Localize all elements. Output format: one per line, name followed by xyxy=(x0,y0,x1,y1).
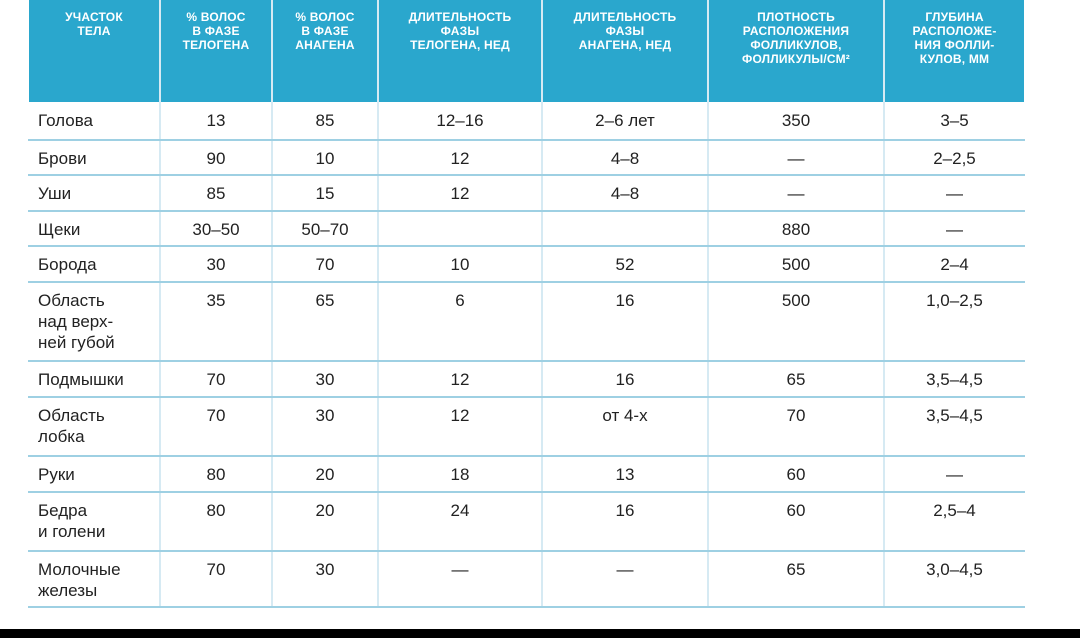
cell-anagen-duration: 4–8 xyxy=(610,149,640,168)
row-divider xyxy=(28,360,1025,362)
cell-anagen-percent: 20 xyxy=(315,501,335,520)
cell-telogen-percent: 30–50 xyxy=(192,220,240,239)
row-divider xyxy=(28,210,1025,212)
cell-body-area: Подмышки xyxy=(38,370,124,389)
cell-telogen-percent: 35 xyxy=(206,291,226,310)
cell-telogen-duration: 12 xyxy=(450,184,470,203)
cell-anagen-percent: 30 xyxy=(315,560,335,579)
cell-body-area: Бедра и голени xyxy=(38,501,106,541)
cell-follicle-density: 350 xyxy=(781,111,811,130)
cell-anagen-percent: 30 xyxy=(315,370,335,389)
cell-anagen-duration: от 4-х xyxy=(602,406,648,425)
cell-anagen-duration: 4–8 xyxy=(610,184,640,203)
cell-anagen-duration: — xyxy=(616,560,634,579)
cell-telogen-percent: 70 xyxy=(206,560,226,579)
header-follicle-depth: ГЛУБИНА РАСПОЛОЖЕ- НИЯ ФОЛЛИ- КУЛОВ, ММ xyxy=(885,0,1024,102)
cell-anagen-duration: 52 xyxy=(615,255,635,274)
header-telogen-duration: ДЛИТЕЛЬНОСТЬ ФАЗЫ ТЕЛОГЕНА, НЕД xyxy=(379,0,541,102)
cell-body-area: Область лобка xyxy=(38,406,105,446)
cell-anagen-percent: 70 xyxy=(315,255,335,274)
cell-telogen-duration: 12–16 xyxy=(436,111,484,130)
cell-body-area: Уши xyxy=(38,184,72,203)
cell-follicle-depth: 2–4 xyxy=(940,255,969,274)
cell-follicle-density: — xyxy=(787,149,805,168)
cell-body-area: Область над верх- ней губой xyxy=(38,291,115,352)
header-anagen-percent: % ВОЛОС В ФАЗЕ АНАГЕНА xyxy=(273,0,377,102)
cell-body-area: Щеки xyxy=(38,220,81,239)
cell-telogen-duration: 24 xyxy=(450,501,470,520)
cell-telogen-duration: 18 xyxy=(450,465,470,484)
cell-anagen-percent: 15 xyxy=(315,184,335,203)
cell-follicle-density: 500 xyxy=(781,291,811,310)
cell-follicle-depth: 2,5–4 xyxy=(933,501,976,520)
row-divider xyxy=(28,174,1025,176)
row-divider xyxy=(28,606,1025,608)
cell-anagen-duration: 2–6 лет xyxy=(595,111,655,130)
row-divider xyxy=(28,491,1025,493)
header-follicle-density: ПЛОТНОСТЬ РАСПОЛОЖЕНИЯ ФОЛЛИКУЛОВ, ФОЛЛИКУЛЫ/СМ² xyxy=(709,0,883,102)
cell-telogen-percent: 13 xyxy=(206,111,226,130)
cell-anagen-percent: 65 xyxy=(315,291,335,310)
cell-follicle-depth: 3,5–4,5 xyxy=(926,370,983,389)
cell-follicle-density: 60 xyxy=(786,501,806,520)
cell-follicle-depth: — xyxy=(946,465,963,484)
cell-body-area: Брови xyxy=(38,149,87,168)
cell-telogen-duration: 12 xyxy=(450,370,470,389)
row-divider xyxy=(28,455,1025,457)
cell-follicle-density: 65 xyxy=(786,370,806,389)
cell-follicle-depth: 3,5–4,5 xyxy=(926,406,983,425)
cell-anagen-duration: 16 xyxy=(615,291,635,310)
cell-body-area: Руки xyxy=(38,465,75,484)
cell-telogen-duration: 6 xyxy=(455,291,465,310)
cell-follicle-density: 65 xyxy=(786,560,806,579)
cell-follicle-density: 880 xyxy=(781,220,811,239)
cell-anagen-percent: 10 xyxy=(315,149,335,168)
cell-follicle-density: — xyxy=(787,184,805,203)
bottom-bar xyxy=(0,629,1080,638)
cell-telogen-duration: 12 xyxy=(450,406,470,425)
cell-body-area: Борода xyxy=(38,255,97,274)
cell-telogen-percent: 85 xyxy=(206,184,226,203)
cell-telogen-duration: 10 xyxy=(450,255,470,274)
row-divider xyxy=(28,139,1025,141)
cell-anagen-percent: 85 xyxy=(315,111,335,130)
header-telogen-percent: % ВОЛОС В ФАЗЕ ТЕЛОГЕНА xyxy=(161,0,271,102)
page-margin xyxy=(1025,0,1080,629)
cell-anagen-percent: 50–70 xyxy=(301,220,349,239)
row-divider xyxy=(28,396,1025,398)
cell-telogen-percent: 80 xyxy=(206,501,226,520)
cell-body-area: Голова xyxy=(38,111,94,130)
cell-anagen-duration: 16 xyxy=(615,501,635,520)
cell-telogen-percent: 30 xyxy=(206,255,226,274)
header-anagen-duration: ДЛИТЕЛЬНОСТЬ ФАЗЫ АНАГЕНА, НЕД xyxy=(543,0,707,102)
header-body-area: УЧАСТОК ТЕЛА xyxy=(29,0,159,102)
cell-follicle-density: 70 xyxy=(786,406,806,425)
cell-telogen-percent: 80 xyxy=(206,465,226,484)
row-divider xyxy=(28,245,1025,247)
cell-follicle-depth: 2–2,5 xyxy=(933,149,976,168)
cell-anagen-percent: 30 xyxy=(315,406,335,425)
cell-anagen-percent: 20 xyxy=(315,465,335,484)
cell-body-area: Молочные железы xyxy=(38,560,121,600)
cell-follicle-depth: 1,0–2,5 xyxy=(926,291,983,310)
cell-anagen-duration: 13 xyxy=(615,465,635,484)
cell-anagen-duration: 16 xyxy=(615,370,635,389)
cell-follicle-density: 500 xyxy=(781,255,811,274)
cell-telogen-percent: 70 xyxy=(206,370,226,389)
row-divider xyxy=(28,281,1025,283)
cell-telogen-duration: — xyxy=(451,560,469,579)
cell-follicle-density: 60 xyxy=(786,465,806,484)
row-divider xyxy=(28,550,1025,552)
cell-telogen-percent: 90 xyxy=(206,149,226,168)
cell-follicle-depth: 3–5 xyxy=(940,111,969,130)
cell-follicle-depth: 3,0–4,5 xyxy=(926,560,983,579)
cell-telogen-percent: 70 xyxy=(206,406,226,425)
cell-follicle-depth: — xyxy=(946,220,963,239)
cell-follicle-depth: — xyxy=(946,184,963,203)
cell-telogen-duration: 12 xyxy=(450,149,470,168)
